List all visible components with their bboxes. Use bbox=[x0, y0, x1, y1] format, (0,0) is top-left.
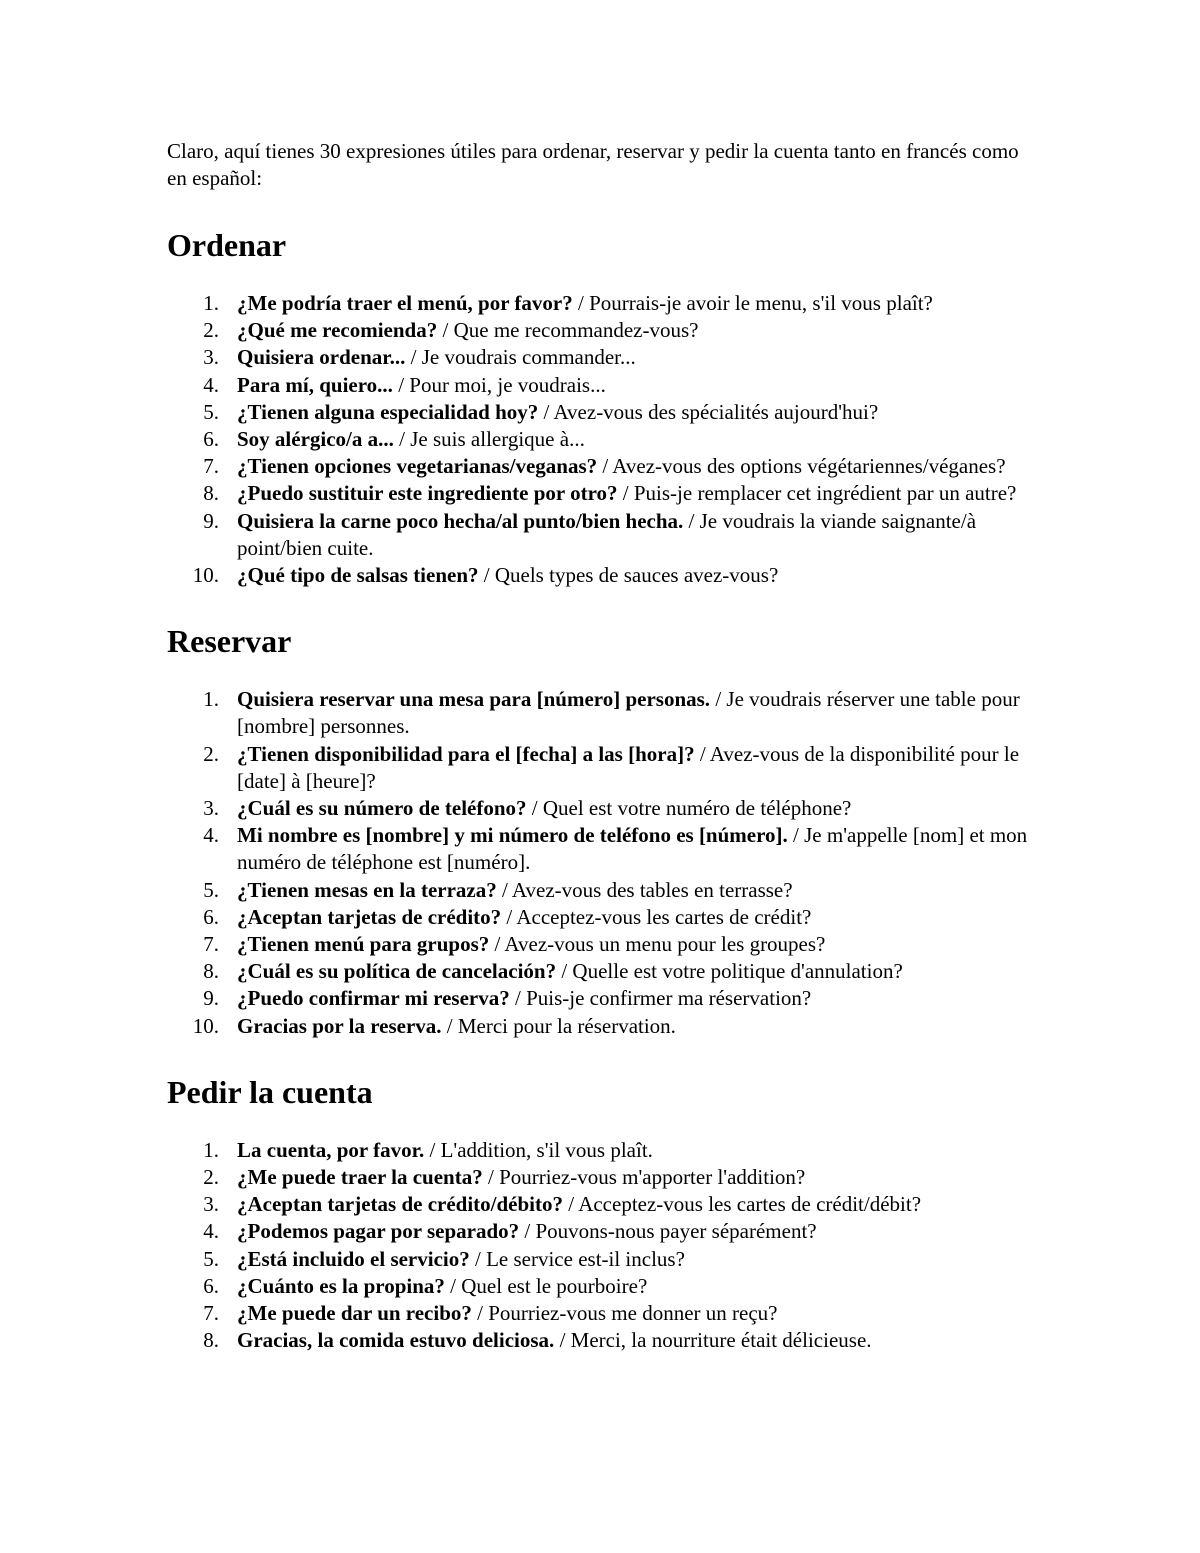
section-reservar bbox=[167, 622, 1037, 1040]
french-phrase: / Que me recommandez-vous? bbox=[437, 318, 699, 343]
section-ordenar bbox=[167, 226, 1037, 589]
list-number: 1. bbox=[203, 1137, 219, 1162]
spanish-phrase: ¿Cuánto es la propina? bbox=[237, 1273, 445, 1298]
french-phrase: / Quel est votre numéro de téléphone? bbox=[526, 796, 852, 821]
french-phrase: / Pourrais-je avoir le menu, s'il vous plaît? bbox=[572, 291, 933, 315]
list-item bbox=[167, 1327, 1037, 1354]
french-phrase: / Merci, la nourriture était délicieuse. bbox=[554, 1328, 872, 1353]
french-phrase: / Avez-vous un menu pour les groupes? bbox=[489, 932, 826, 957]
list-number: 3. bbox=[203, 345, 219, 370]
list-item bbox=[167, 958, 1037, 985]
spanish-phrase: ¿Puedo sustituir este ingrediente por otro? bbox=[237, 481, 618, 506]
list-number: 6. bbox=[203, 904, 219, 929]
list-item bbox=[167, 372, 1037, 399]
list-item bbox=[167, 1300, 1037, 1327]
list-number: 7. bbox=[203, 1301, 219, 1326]
list-number: 2. bbox=[203, 318, 219, 343]
list-number: 10. bbox=[192, 563, 219, 588]
section-title: Ordenar bbox=[167, 227, 287, 263]
list-number: 9. bbox=[203, 986, 219, 1011]
french-phrase: / Je m'appelle [nom] et mon numéro de téléphone est [numéro]. bbox=[237, 823, 1028, 875]
spanish-phrase: ¿Qué me recomienda? bbox=[237, 318, 438, 343]
list-item bbox=[167, 1218, 1037, 1245]
spanish-phrase: ¿Tienen opciones vegetarianas/veganas? bbox=[237, 454, 598, 479]
document-page bbox=[167, 138, 1037, 1355]
spanish-phrase: Mi nombre es [nombre] y mi número de teléfono es [número]. bbox=[237, 823, 788, 848]
section-title: Reservar bbox=[167, 623, 292, 660]
spanish-phrase: Para mí, quiero... bbox=[237, 372, 393, 397]
french-phrase: / Avez-vous des tables en terrasse? bbox=[496, 877, 793, 902]
spanish-phrase: Quisiera ordenar... bbox=[237, 345, 406, 370]
spanish-phrase: ¿Cuál es su número de teléfono? bbox=[237, 796, 527, 821]
french-phrase: / Je voudrais réserver une table pour [nombre] personnes. bbox=[237, 687, 1020, 739]
list-item bbox=[167, 904, 1037, 931]
spanish-phrase: ¿Está incluido el servicio? bbox=[237, 1246, 470, 1271]
french-phrase: / Je suis allergique à... bbox=[393, 427, 585, 452]
list-item bbox=[167, 931, 1037, 958]
phrase-list bbox=[167, 1137, 1037, 1355]
spanish-phrase: ¿Tienen mesas en la terraza? bbox=[237, 877, 497, 902]
list-item bbox=[167, 985, 1037, 1012]
list-item bbox=[167, 399, 1037, 426]
spanish-phrase: ¿Me puede dar un recibo? bbox=[237, 1301, 472, 1326]
list-item bbox=[167, 1164, 1037, 1191]
french-phrase: / Quelle est votre politique d'annulation? bbox=[556, 959, 903, 984]
spanish-phrase: ¿Tienen disponibilidad para el [fecha] a las [hora]? bbox=[237, 741, 695, 766]
list-number: 5. bbox=[203, 877, 219, 902]
french-phrase: / Je voudrais la viande saignante/à point/bien cuite. bbox=[237, 508, 977, 560]
list-number: 7. bbox=[203, 932, 219, 957]
french-phrase: / Je voudrais commander... bbox=[405, 345, 636, 370]
list-number: 7. bbox=[203, 454, 219, 479]
list-item bbox=[167, 508, 1037, 562]
spanish-phrase: ¿Aceptan tarjetas de crédito? bbox=[237, 904, 502, 929]
list-number: 4. bbox=[203, 1219, 219, 1244]
french-phrase: / Puis-je remplacer cet ingrédient par un autre? bbox=[617, 481, 1017, 506]
spanish-phrase: ¿Tienen menú para grupos? bbox=[237, 932, 490, 957]
list-item bbox=[167, 562, 1037, 589]
list-item bbox=[167, 795, 1037, 822]
french-phrase: / Merci pour la réservation. bbox=[441, 1013, 676, 1038]
list-item bbox=[167, 453, 1037, 480]
spanish-phrase: ¿Puedo confirmar mi reserva? bbox=[237, 986, 510, 1011]
list-item bbox=[167, 480, 1037, 507]
french-phrase: / Acceptez-vous les cartes de crédit? bbox=[501, 904, 812, 929]
spanish-phrase: ¿Aceptan tarjetas de crédito/débito? bbox=[237, 1192, 564, 1217]
list-item bbox=[167, 1246, 1037, 1273]
list-number: 5. bbox=[203, 399, 219, 424]
list-number: 8. bbox=[203, 481, 219, 506]
list-item bbox=[167, 1137, 1037, 1164]
list-number: 6. bbox=[203, 427, 219, 452]
phrase-list bbox=[167, 686, 1037, 1040]
list-number: 1. bbox=[203, 291, 219, 315]
list-item bbox=[167, 877, 1037, 904]
intro-paragraph: Claro, aquí tienes 30 expresiones útiles para ordenar, reservar y pedir la cuenta tanto en francés como en español: bbox=[167, 139, 1019, 190]
french-phrase: / L'addition, s'il vous plaît. bbox=[424, 1137, 653, 1162]
french-phrase: / Pour moi, je voudrais... bbox=[392, 372, 606, 397]
list-number: 4. bbox=[203, 372, 219, 397]
list-number: 2. bbox=[203, 741, 219, 766]
spanish-phrase: ¿Tienen alguna especialidad hoy? bbox=[237, 399, 539, 424]
spanish-phrase: La cuenta, por favor. bbox=[237, 1137, 425, 1162]
list-item bbox=[167, 686, 1037, 740]
list-item bbox=[167, 290, 1037, 317]
list-number: 9. bbox=[203, 508, 219, 533]
spanish-phrase: Soy alérgico/a a... bbox=[237, 427, 394, 452]
french-phrase: / Avez-vous de la disponibilité pour le [date] à [heure]? bbox=[237, 741, 1020, 793]
list-number: 8. bbox=[203, 1328, 219, 1353]
list-item bbox=[167, 1273, 1037, 1300]
section-pedir-la-cuenta bbox=[167, 1073, 1037, 1355]
list-item bbox=[167, 426, 1037, 453]
french-phrase: / Quel est le pourboire? bbox=[444, 1273, 648, 1298]
spanish-phrase: ¿Me puede traer la cuenta? bbox=[237, 1165, 483, 1190]
spanish-phrase: ¿Podemos pagar por separado? bbox=[237, 1219, 520, 1244]
spanish-phrase: Gracias por la reserva. bbox=[237, 1013, 442, 1038]
list-number: 4. bbox=[203, 823, 219, 848]
french-phrase: / Pourriez-vous m'apporter l'addition? bbox=[482, 1165, 806, 1190]
spanish-phrase: ¿Me podría traer el menú, por favor? bbox=[237, 291, 573, 315]
list-item bbox=[167, 741, 1037, 795]
spanish-phrase: ¿Qué tipo de salsas tienen? bbox=[237, 563, 479, 588]
list-item bbox=[167, 1013, 1037, 1040]
french-phrase: / Pouvons-nous payer séparément? bbox=[519, 1219, 817, 1244]
french-phrase: / Avez-vous des options végétariennes/véganes? bbox=[597, 454, 1006, 479]
french-phrase: / Puis-je confirmer ma réservation? bbox=[509, 986, 812, 1011]
phrase-list bbox=[167, 290, 1037, 589]
list-item bbox=[167, 1191, 1037, 1218]
french-phrase: / Pourriez-vous me donner un reçu? bbox=[471, 1301, 778, 1326]
spanish-phrase: Quisiera reservar una mesa para [número] personas. bbox=[237, 687, 711, 712]
spanish-phrase: ¿Cuál es su política de cancelación? bbox=[237, 959, 557, 984]
list-item bbox=[167, 317, 1037, 344]
list-number: 8. bbox=[203, 959, 219, 984]
spanish-phrase: Gracias, la comida estuvo deliciosa. bbox=[237, 1328, 555, 1353]
list-number: 3. bbox=[203, 796, 219, 821]
french-phrase: / Quels types de sauces avez-vous? bbox=[478, 563, 779, 588]
list-number: 10. bbox=[192, 1013, 219, 1038]
list-number: 3. bbox=[203, 1192, 219, 1217]
french-phrase: / Le service est-il inclus? bbox=[469, 1246, 685, 1271]
spanish-phrase: Quisiera la carne poco hecha/al punto/bien hecha. bbox=[237, 508, 684, 533]
section-title: Pedir la cuenta bbox=[167, 1073, 373, 1110]
list-number: 2. bbox=[203, 1165, 219, 1190]
list-number: 6. bbox=[203, 1273, 219, 1298]
french-phrase: / Acceptez-vous les cartes de crédit/débit? bbox=[563, 1192, 922, 1217]
french-phrase: / Avez-vous des spécialités aujourd'hui? bbox=[538, 399, 879, 424]
list-number: 5. bbox=[203, 1246, 219, 1271]
list-item bbox=[167, 344, 1037, 371]
list-number: 1. bbox=[203, 687, 219, 712]
list-item bbox=[167, 822, 1037, 876]
